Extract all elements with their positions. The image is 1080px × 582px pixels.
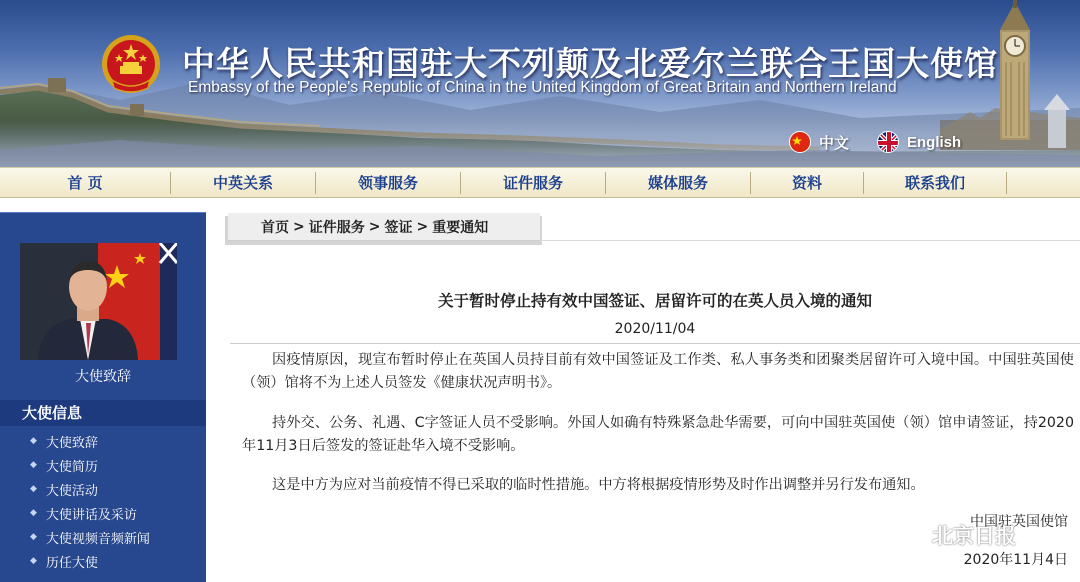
wechat-icon (898, 522, 928, 548)
china-flag-icon (789, 131, 811, 153)
article-signature: 中国驻英国使馆 (970, 514, 1068, 530)
nav-item-media-services[interactable]: 媒体服务 (647, 174, 708, 192)
bullet-icon: ◆ (30, 460, 37, 470)
sidebar-item-label: 大使活动 (45, 483, 98, 499)
ambassador-speech-link[interactable]: 大使致辞 (75, 369, 131, 385)
language-chinese-link[interactable] (789, 131, 849, 153)
site-title-en: Embassy of the People's Republic of China in the United Kingdom of Great Britain and Northern Ireland (188, 79, 897, 96)
language-english-link[interactable] (877, 131, 961, 153)
sidebar-heading: 大使信息 (0, 400, 206, 426)
sidebar-menu (0, 429, 206, 573)
breadcrumb-home[interactable]: 首页 (261, 219, 289, 236)
sidebar-item-label: 大使简历 (45, 459, 98, 475)
bullet-icon: ◆ (30, 532, 37, 542)
bullet-icon: ◆ (30, 508, 37, 518)
nav-divider (1006, 172, 1007, 194)
sidebar-item-video-audio-news[interactable] (0, 525, 206, 549)
article-paragraph: 这是中方为应对当前疫情不得已采取的临时性措施。中方将根据疫情形势及时作出调整并另行发布通知。 (272, 477, 925, 493)
nav-item-home[interactable]: 首 页 (67, 174, 103, 192)
sidebar-item-label: 大使视频音频新闻 (45, 531, 150, 547)
sidebar-item-speeches-interviews[interactable] (0, 501, 206, 525)
article-paragraph: 因疫情原因，现宣布暂时停止在英国人员持目前有效中国签证及工作类、私人事务类和团聚类居留许可入境中国。中国驻英国使（领）馆将不为上述人员签发《健康状况声明书》。 (242, 352, 1074, 391)
sidebar-item-ambassador-speech[interactable] (0, 429, 206, 453)
uk-flag-icon (877, 131, 899, 153)
breadcrumb-separator: > (416, 218, 429, 235)
sidebar-item-label: 大使讲话及采访 (45, 507, 137, 523)
sidebar (0, 212, 206, 582)
article-signature-date: 2020年11月4日 (963, 552, 1068, 568)
article-title: 关于暂时停止持有效中国签证、居留许可的在英人员入境的通知 (437, 292, 872, 310)
breadcrumb-separator: > (368, 218, 381, 235)
breadcrumb-important-notice[interactable]: 重要通知 (432, 219, 489, 236)
bullet-icon: ◆ (30, 556, 37, 566)
breadcrumb-document-services[interactable]: 证件服务 (308, 219, 365, 236)
national-emblem-icon (100, 32, 162, 98)
nav-item-contact-us[interactable]: 联系我们 (904, 174, 965, 192)
sidebar-item-label: 历任大使 (45, 555, 98, 571)
site-title-cn: 中华人民共和国驻大不列颠及北爱尔兰联合王国大使馆 (182, 44, 998, 83)
nav-item-china-uk-relations[interactable]: 中英关系 (212, 174, 273, 192)
sidebar-item-ambassador-activities[interactable] (0, 477, 206, 501)
nav-item-consular-services[interactable]: 领事服务 (357, 174, 418, 192)
nav-item-resources[interactable]: 资料 (791, 174, 822, 192)
breadcrumb (228, 213, 540, 241)
sidebar-item-former-ambassadors[interactable] (0, 549, 206, 573)
language-english-label: English (907, 133, 962, 151)
watermark-text: 北京日报 (932, 524, 1016, 548)
site-banner (0, 0, 1080, 167)
breadcrumb-separator: > (293, 218, 305, 235)
bullet-icon: ◆ (30, 484, 37, 494)
article-date: 2020/11/04 (614, 321, 696, 337)
article-paragraph: 持外交、公务、礼遇、C字签证人员不受影响。外国人如确有特殊紧急赴华需要，可向中国驻英国使（领）馆申请签证，持2020年11月3日后签发的签证赴华入境不受影响。 (242, 415, 1074, 454)
bullet-icon: ◆ (30, 436, 37, 446)
language-chinese-label: 中文 (819, 134, 850, 152)
nav-item-document-services[interactable]: 证件服务 (502, 174, 563, 192)
article-divider (230, 343, 1080, 344)
sidebar-item-ambassador-biography[interactable] (0, 453, 206, 477)
beijing-daily-watermark (898, 520, 1016, 550)
main-nav (0, 167, 1080, 198)
breadcrumb-divider (540, 240, 1080, 241)
ambassador-portrait[interactable] (20, 243, 177, 360)
breadcrumb-visa[interactable]: 签证 (384, 219, 413, 236)
sidebar-item-label: 大使致辞 (45, 435, 98, 451)
